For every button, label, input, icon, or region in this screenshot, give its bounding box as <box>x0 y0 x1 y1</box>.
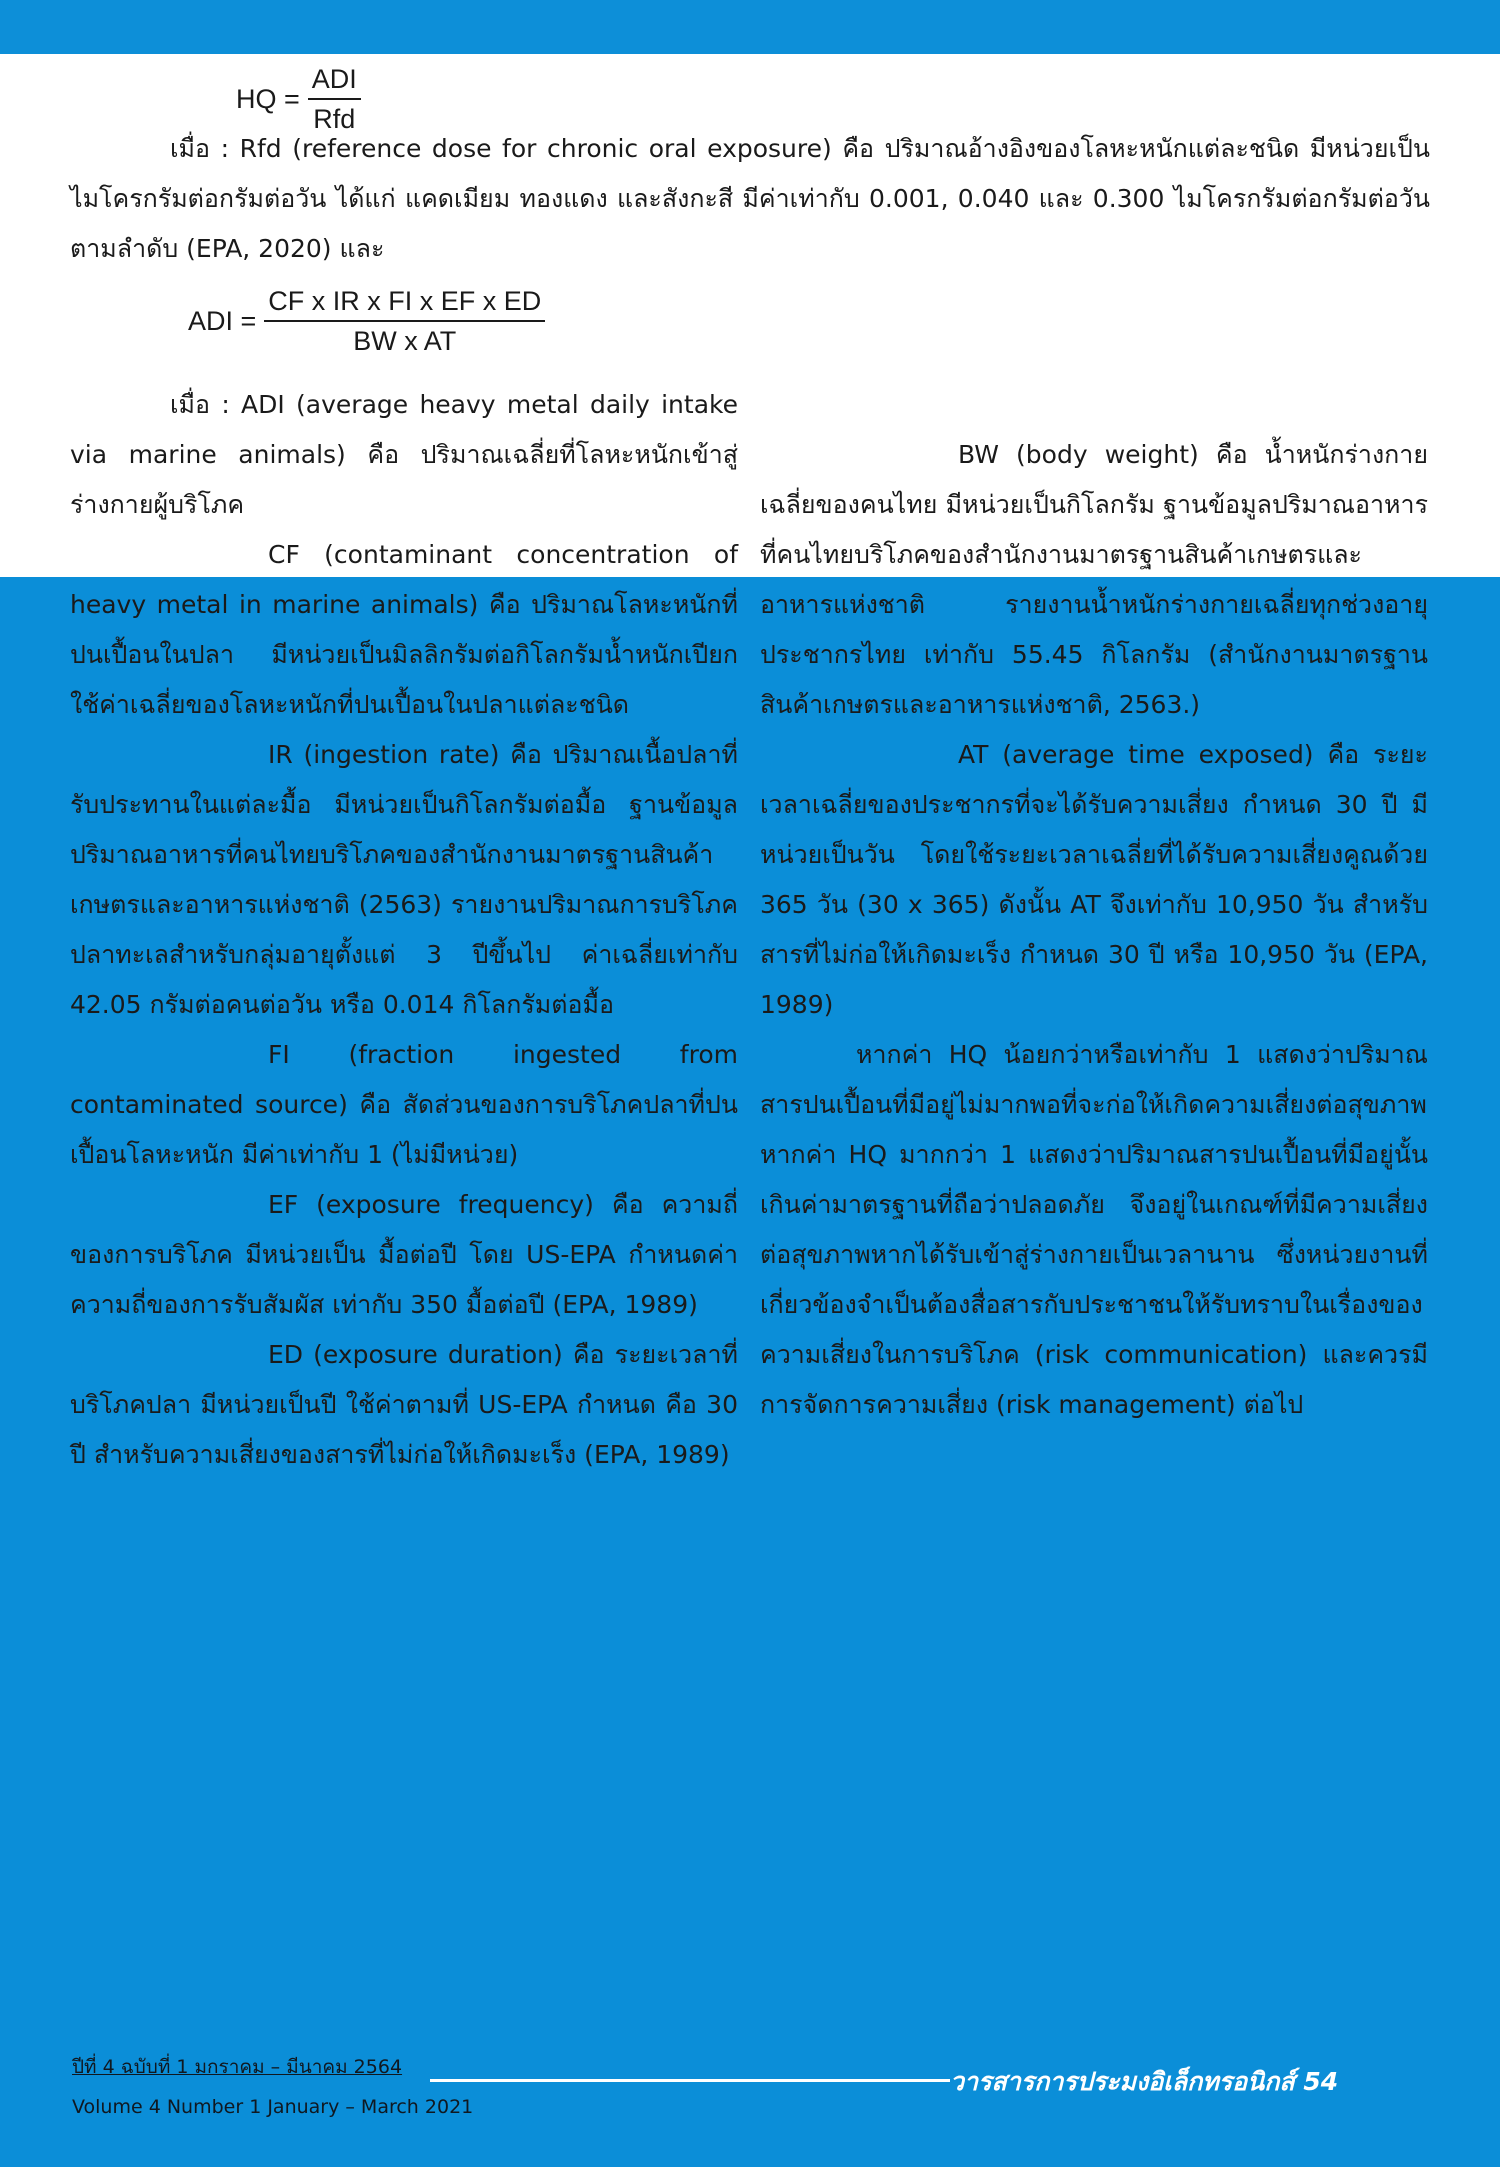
paragraph-adi: เมื่อ : ADI (average heavy metal daily intake via marine animals) คือ ปริมาณเฉลี่ยที่โลหะหนักเข้าสู่ร่างกายผู้บริโภค <box>70 390 738 519</box>
paragraph-hq-interpretation: หากค่า HQ น้อยกว่าหรือเท่ากับ 1 แสดงว่าปริมาณสารปนเปื้อนที่มีอยู่ไม่มากพอที่จะก่อให้เกิดความเสี่ยงต่อสุขภาพ หากค่า HQ มากกว่า 1 แสดงว่าปริมาณสารปนเปื้อนที่มีอยู่นั้นเกินค่ามาตรฐานที่ถือว่าปลอดภัย จึงอยู่ในเกณฑ์ที่มีความเสี่ยงต่อสุขภาพหากได้รับเข้าสู่ร่างกายเป็นเวลานาน ซึ่งหน่วยงานที่เกี่ยวข้องจำเป็นต้องสื่อสารกับประชาชนให้รับทราบในเรื่องของความเสี่ยงในการบริโภค (risk communication) และควรมีการจัดการความเสี่ยง (risk management) ต่อไป <box>760 1040 1428 1419</box>
paragraph-ed: ED (exposure duration) คือ ระยะเวลาที่บริโภคปลา มีหน่วยเป็นปี ใช้ค่าตามที่ US-EPA กำหนด คือ 30 ปี สำหรับความเสี่ยงของสารที่ไม่ก่อให้เกิดมะเร็ง (EPA, 1989) <box>70 1340 738 1469</box>
paragraph-ef: EF (exposure frequency) คือ ความถี่ของการบริโภค มีหน่วยเป็น มื้อต่อปี โดย US-EPA กำหนดค่าความถี่ของการรับสัมผัส เท่ากับ 350 มื้อต่อปี (EPA, 1989) <box>70 1190 738 1319</box>
formula-adi-denominator: BW x AT <box>353 326 457 356</box>
paragraph-at: AT (average time exposed) คือ ระยะเวลาเฉลี่ยของประชากรที่จะได้รับความเสี่ยง กำหนด 30 ปี มีหน่วยเป็นวัน โดยใช้ระยะเวลาเฉลี่ยที่ได้รับความเสี่ยงคูณด้วย 365 วัน (30 x 365) ดังนั้น AT จึงเท่ากับ 10,950 วัน สำหรับสารที่ไม่ก่อให้เกิดมะเร็ง กำหนด 30 ปี หรือ 10,950 วัน (EPA, 1989) <box>760 740 1428 1019</box>
formula-adi-fraction <box>264 284 545 358</box>
footer-journal-page: วารสารการประมงอิเล็กทรอนิกส์ 54 <box>950 2067 1339 2096</box>
paragraph-rfd: เมื่อ : Rfd (reference dose for chronic oral exposure) คือ ปริมาณอ้างอิงของโลหะหนักแต่ละชนิด มีหน่วยเป็น ไมโครกรัมต่อกรัมต่อวัน ได้แก่ แคดเมียม ทองแดง และสังกะสี มีค่าเท่ากับ 0.001, 0.040 และ 0.300 ไมโครกรัมต่อกรัมต่อวัน ตามลำดับ (EPA, 2020) และ <box>70 134 1430 263</box>
paragraph-bw: BW (body weight) คือ น้ำหนักร่างกายเฉลี่ยของคนไทย มีหน่วยเป็นกิโลกรัม ฐานข้อมูลปริมาณอาหารที่คนไทยบริโภคของสำนักงานมาตรฐานสินค้าเกษตรและอาหารแห่งชาติ รายงานน้ำหนักร่างกายเฉลี่ยทุกช่วงอายุประชากรไทย เท่ากับ 55.45 กิโลกรัม (สำนักงานมาตรฐานสินค้าเกษตรและอาหารแห่งชาติ, 2563.) <box>760 440 1428 719</box>
paragraph-fi: FI (fraction ingested from contaminated source) คือ สัดส่วนของการบริโภคปลาที่ปนเปื้อนโลหะหนัก มีค่าเท่ากับ 1 (ไม่มีหน่วย) <box>70 1040 738 1169</box>
formula-adi <box>188 284 545 358</box>
formula-hq-lhs: HQ = <box>236 83 300 114</box>
formula-adi-lhs: ADI = <box>188 305 257 336</box>
formula-hq-numerator: ADI <box>308 62 361 100</box>
formula-hq-denominator: Rfd <box>313 104 356 134</box>
footer-issue-thai: ปีที่ 4 ฉบับที่ 1 มกราคม – มีนาคม 2564 <box>72 2056 403 2078</box>
formula-adi-numerator: CF x IR x FI x EF x ED <box>264 284 545 322</box>
footer-divider <box>430 2079 950 2082</box>
paragraph-cf: CF (contaminant concentration of heavy metal in marine animals) คือ ปริมาณโลหะหนักที่ปนเปื้อนในปลา มีหน่วยเป็นมิลลิกรัมต่อกิโลกรัมน้ำหนักเปียก ใช้ค่าเฉลี่ยของโลหะหนักที่ปนเปื้อนในปลาแต่ละชนิด <box>70 540 738 719</box>
paragraph-ir: IR (ingestion rate) คือ ปริมาณเนื้อปลาที่รับประทานในแต่ละมื้อ มีหน่วยเป็นกิโลกรัมต่อมื้อ ฐานข้อมูลปริมาณอาหารที่คนไทยบริโภคของสำนักงานมาตรฐานสินค้าเกษตรและอาหารแห่งชาติ (2563) รายงานปริมาณการบริโภคปลาทะเลสำหรับกลุ่มอายุตั้งแต่ 3 ปีขึ้นไป ค่าเฉลี่ยเท่ากับ 42.05 กรัมต่อคนต่อวัน หรือ 0.014 กิโลกรัมต่อมื้อ <box>70 740 738 1019</box>
footer-issue-english: Volume 4 Number 1 January – March 2021 <box>72 2096 474 2118</box>
